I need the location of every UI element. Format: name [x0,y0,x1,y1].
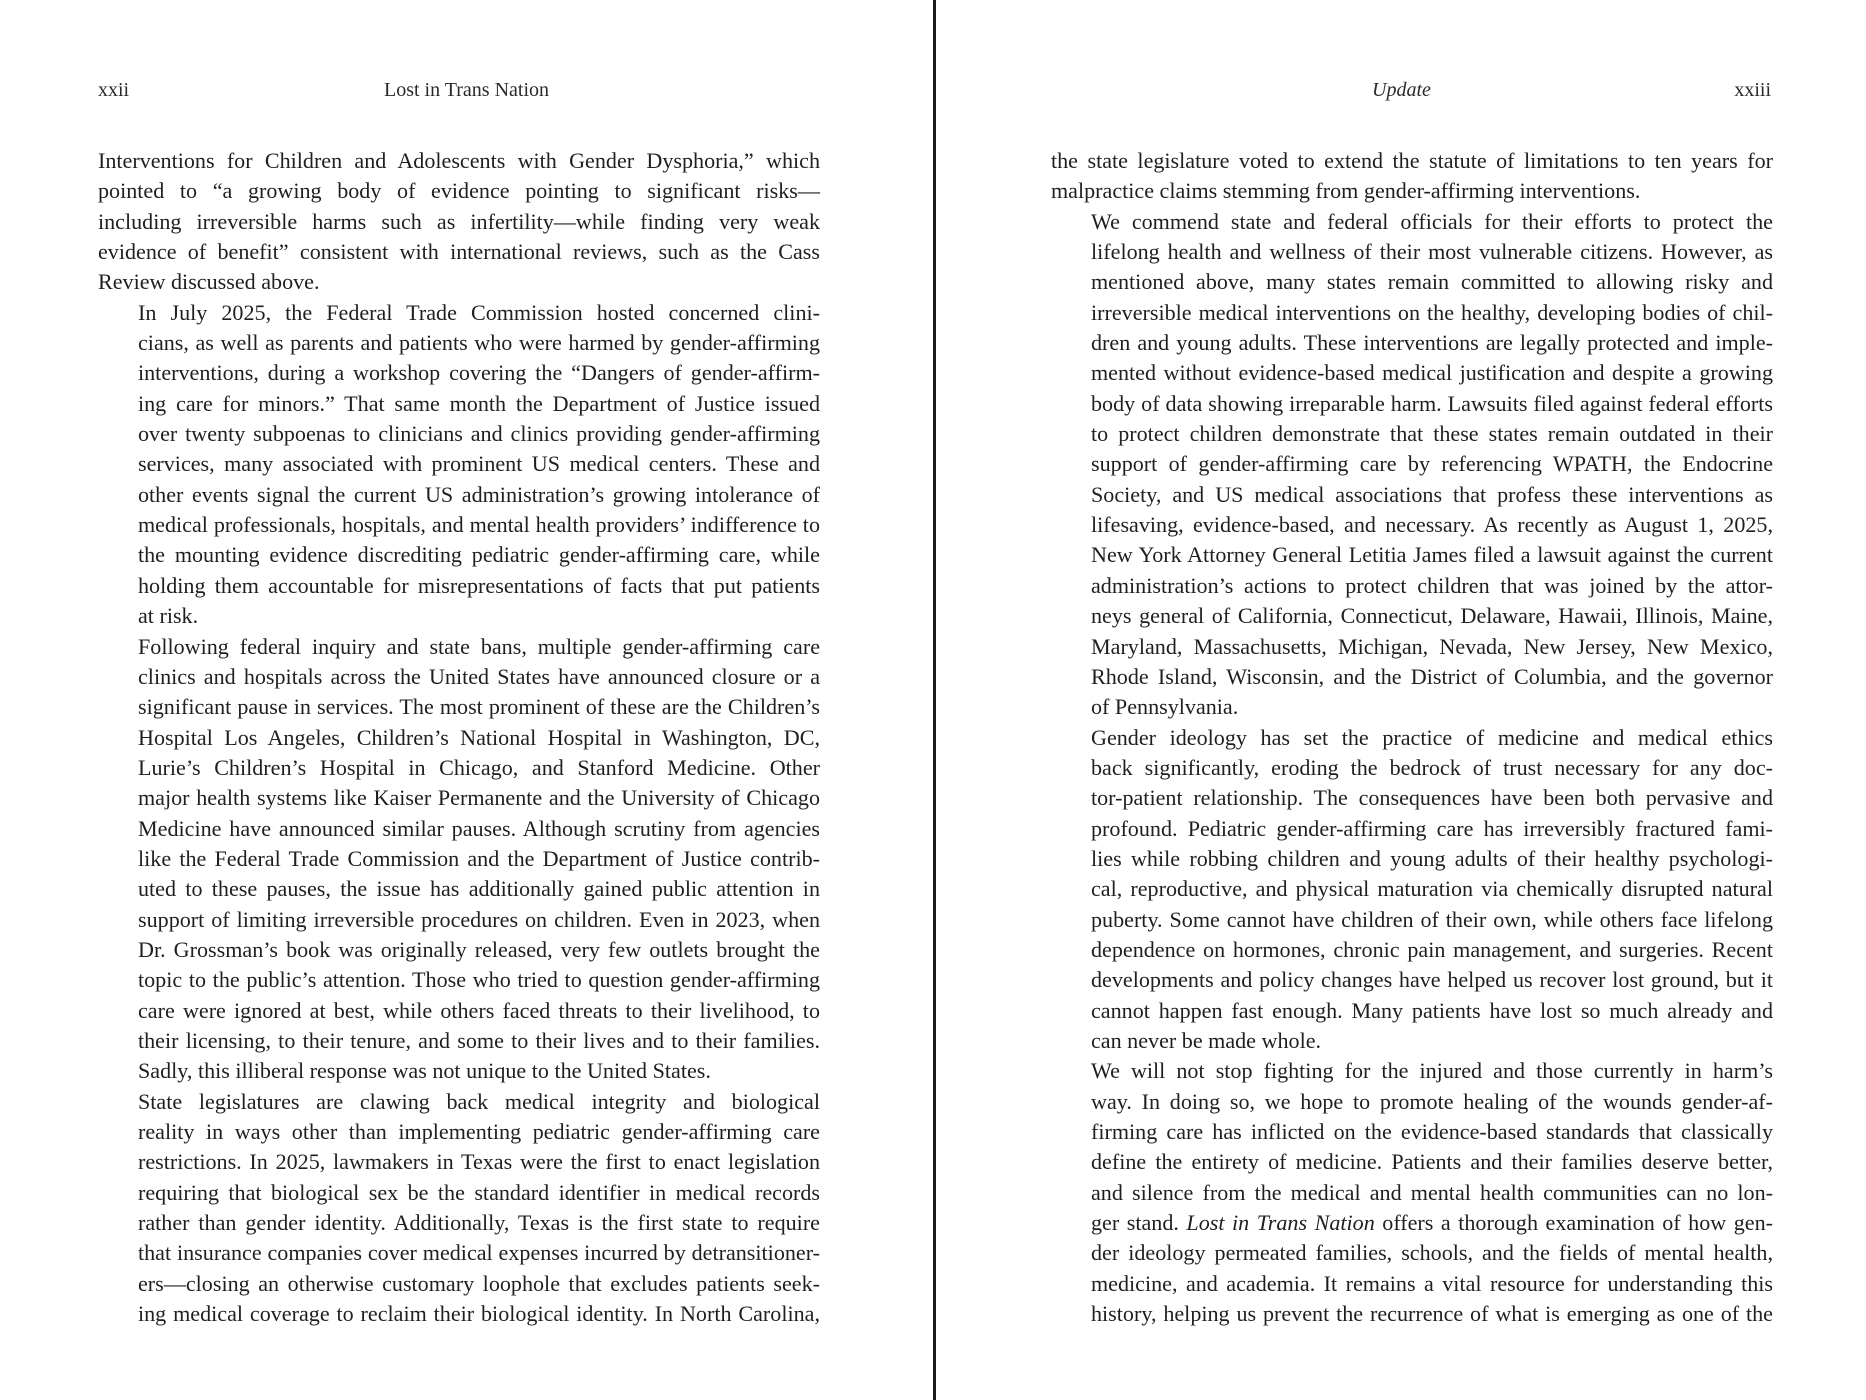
text-line: New York Attorney General Letitia James filed a lawsuit against the current [1091,542,1773,568]
text-line: holding them accountable for misrepresentations of facts that put patients [138,572,820,598]
paragraph [98,632,820,1087]
text-line: evidence of benefit” consistent with international reviews, such as the Cass [98,239,820,265]
text-line: neys general of California, Connecticut, Delaware, Hawaii, Illinois, Maine, [1091,603,1773,629]
text-line: pointed to “a growing body of evidence pointing to significant risks— [98,178,820,204]
text-line: over twenty subpoenas to clinicians and clinics providing gender-affirming [138,421,820,447]
text-line: puberty. Some cannot have children of their own, while others face lifelong [1091,906,1773,932]
text-line: medicine, and academia. It remains a vital resource for understanding this [1091,1270,1773,1296]
body-text [98,146,820,1329]
text-line: at risk. [138,603,199,629]
text-line: irreversible medical interventions on the healthy, developing bodies of chil- [1091,299,1773,325]
text-line: In July 2025, the Federal Trade Commission hosted concerned clini- [138,299,820,325]
text-line: dependence on hormones, chronic pain management, and surgeries. Recent [1091,936,1773,962]
text-line: mented without evidence-based medical justification and despite a growing [1091,360,1773,386]
paragraph [98,1087,820,1330]
text-line: cal, reproductive, and physical maturation via chemically disrupted natural [1091,876,1773,902]
text-line: the mounting evidence discrediting pediatric gender-affirming care, while [138,542,820,568]
paragraph [98,298,820,632]
text-line: ers—closing an otherwise customary loophole that excludes patients seek- [138,1270,820,1296]
text-line: dren and young adults. These interventions are legally protected and imple- [1091,330,1773,356]
text-line: reality in ways other than implementing pediatric gender-affirming care [138,1119,820,1144]
text-line: Lurie’s Children’s Hospital in Chicago, and Stanford Medicine. Other [138,754,820,780]
text-line: State legislatures are clawing back medical integrity and biological [138,1088,820,1114]
text-line: significant pause in services. The most prominent of these are the Children’s [138,694,820,720]
text-line: rather than gender identity. Additionally, Texas is the first state to require [138,1210,820,1236]
paragraph [1051,1056,1773,1329]
text-line: interventions, during a workshop covering the “Dangers of gender-affirm- [138,360,820,386]
text-line: way. In doing so, we hope to promote healing of the wounds gender-af- [1091,1088,1773,1114]
text-line: malpractice claims stemming from gender-affirming interventions. [1051,178,1641,204]
text-line: the state legislature voted to extend the statute of limitations to ten years for [1051,148,1773,173]
right-page [937,0,1866,1400]
text-line: We will not stop fighting for the injured and those currently in harm’s [1091,1058,1773,1084]
text-line: back significantly, eroding the bedrock of trust necessary for any doc- [1091,754,1773,780]
text-line: can never be made whole. [1091,1027,1322,1053]
page-gutter [933,0,936,1400]
text-line: clinics and hospitals across the United States have announced closure or a [138,663,820,689]
text-line: and silence from the medical and mental health communities can no lon- [1091,1179,1773,1205]
text-line: mentioned above, many states remain committed to allowing risky and [1091,269,1773,295]
text-line: support of gender-affirming care by referencing WPATH, the Endocrine [1091,451,1773,477]
text-line: lifesaving, evidence-based, and necessary. As recently as August 1, 2025, [1091,512,1773,538]
text-line: der ideology permeated families, schools, and the fields of mental health, [1091,1240,1773,1266]
text-line: Review discussed above. [98,269,320,295]
text-line: Following federal inquiry and state bans, multiple gender-affirming care [138,633,820,659]
running-head-title: Lost in Trans Nation [383,79,550,101]
text-line: topic to the public’s attention. Those who tried to question gender-affirming [138,967,820,993]
text-line: to protect children demonstrate that these states remain outdated in their [1091,421,1773,447]
text-line: tor-patient relationship. The consequences have been both pervasive and [1091,785,1773,811]
text-line: Medicine have announced similar pauses. Although scrutiny from agencies [138,815,820,841]
text-line: their licensing, to their tenure, and some to their lives and to their families. [138,1027,820,1053]
text-line: care were ignored at best, while others faced threats to their livelihood, to [138,997,820,1023]
paragraph [98,146,820,298]
text-line: firming care has inflicted on the evidence-based standards that classically [1091,1119,1773,1144]
text-line: Rhode Island, Wisconsin, and the District of Columbia, and the governor [1091,663,1773,689]
text-line: lies while robbing children and young adults of their healthy psychologi- [1091,845,1773,871]
text-line: medical professionals, hospitals, and mental health providers’ indifference to [138,512,820,538]
text-line: lifelong health and wellness of their most vulnerable citizens. However, as [1091,239,1773,265]
text-line: Maryland, Massachusetts, Michigan, Nevada, New Jersey, New Mexico, [1091,633,1773,659]
text-line: uted to these pauses, the issue has additionally gained public attention in [138,876,820,902]
text-line: like the Federal Trade Commission and the Department of Justice contrib- [138,845,820,871]
paragraph [1051,146,1773,207]
page-number: xxii [98,79,130,101]
text-line: Hospital Los Angeles, Children’s National Hospital in Washington, DC, [138,724,820,750]
text-line: support of limiting irreversible procedures on children. Even in 2023, when [138,906,820,932]
text-line: define the entirety of medicine. Patients and their families deserve better, [1091,1149,1773,1175]
text-line: other events signal the current US administration’s growing intolerance of [138,481,820,507]
text-line: including irreversible harms such as infertility—while finding very weak [98,208,820,234]
text-line: of Pennsylvania. [1091,694,1239,720]
text-line: Gender ideology has set the practice of medicine and medical ethics [1091,724,1773,750]
text-line: services, many associated with prominent US medical centers. These and [138,451,820,477]
text-line: that insurance companies cover medical expenses incurred by detransitioner- [138,1240,820,1266]
page-number: xxiii [1734,79,1771,101]
text-line: body of data showing irreparable harm. Lawsuits filed against federal efforts [1091,390,1773,416]
text-line: restrictions. In 2025, lawmakers in Texas were the first to enact legislation [138,1149,820,1175]
text-line: cannot happen fast enough. Many patients have lost so much already and [1091,997,1773,1023]
text-line: administration’s actions to protect children that was joined by the attor- [1091,572,1773,598]
running-head-title: Update [1372,79,1431,101]
text-line: profound. Pediatric gender-affirming care has irreversibly fractured fami- [1091,815,1773,841]
text-line: ger stand. Lost in Trans Nation offers a thorough examination of how gen- [1091,1210,1774,1236]
body-text [1051,146,1773,1329]
text-line: requiring that biological sex be the standard identifier in medical records [138,1179,820,1205]
paragraph [1051,207,1773,723]
text-line: ing care for minors.” That same month the Department of Justice issued [138,390,820,416]
paragraph [1051,723,1773,1057]
text-line: developments and policy changes have helped us recover lost ground, but it [1091,967,1773,993]
text-line: Society, and US medical associations that profess these interventions as [1091,481,1773,507]
text-line: Dr. Grossman’s book was originally released, very few outlets brought the [138,936,820,962]
text-line: major health systems like Kaiser Permanente and the University of Chicago [138,785,820,811]
text-line: We commend state and federal officials for their efforts to protect the [1091,208,1773,234]
text-line: cians, as well as parents and patients who were harmed by gender-affirming [138,330,820,356]
text-line: Sadly, this illiberal response was not unique to the United States. [138,1058,711,1084]
text-line: Interventions for Children and Adolescents with Gender Dysphoria,” which [98,148,820,173]
text-line: history, helping us prevent the recurrence of what is emerging as one of the [1091,1301,1773,1327]
text-line: ing medical coverage to reclaim their biological identity. In North Carolina, [138,1301,820,1327]
